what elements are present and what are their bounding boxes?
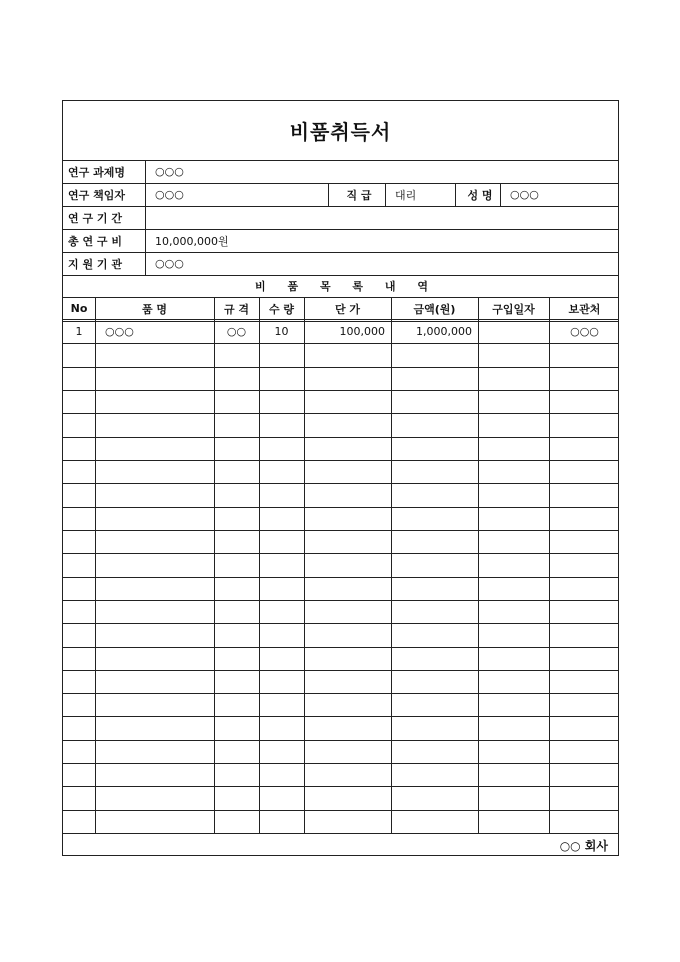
table-cell: 1,000,000 xyxy=(416,325,472,339)
table-row-divider xyxy=(63,693,618,694)
section-title: 비 품 목 록 내 역 xyxy=(255,280,428,293)
table-row-divider xyxy=(63,716,618,717)
total-cost-label: 총 연 구 비 xyxy=(68,234,122,248)
equipment-acquisition-form xyxy=(62,100,619,856)
name-value: ○○○ xyxy=(510,188,539,201)
table-row-divider xyxy=(63,437,618,438)
table-header-cell: 품 명 xyxy=(141,302,168,316)
table-cell: 10 xyxy=(274,325,289,339)
period-label: 연 구 기 간 xyxy=(68,211,122,225)
manager-value: ○○○ xyxy=(155,188,184,201)
table-header-cell: No xyxy=(70,302,88,315)
company-footer: ○○ 회사 xyxy=(559,838,608,853)
table-row-divider xyxy=(63,763,618,764)
table-row-divider xyxy=(63,390,618,391)
table-cell: ○○○ xyxy=(105,325,134,339)
support-org-label: 지 원 기 관 xyxy=(68,257,122,271)
table-header-cell: 수 량 xyxy=(268,302,295,316)
column-divider xyxy=(478,297,479,833)
column-divider xyxy=(549,297,550,833)
table-cell: ○○ xyxy=(226,325,247,339)
table-row-divider xyxy=(63,810,618,811)
project-name-label: 연구 과제명 xyxy=(68,165,125,179)
table-cell: ○○○ xyxy=(570,325,599,339)
total-cost-value: 10,000,000원 xyxy=(155,234,229,248)
table-row-divider xyxy=(63,670,618,671)
table-cell xyxy=(478,320,549,343)
table-header-cell: 보관처 xyxy=(568,302,601,316)
table-cell: 100,000 xyxy=(339,325,385,339)
table-row-divider xyxy=(63,553,618,554)
period-value xyxy=(145,206,620,229)
table-row-divider xyxy=(63,740,618,741)
table-row-divider xyxy=(63,343,618,344)
table-row-divider xyxy=(63,600,618,601)
manager-label: 연구 책임자 xyxy=(68,188,125,202)
table-row-divider xyxy=(63,623,618,624)
table-header-cell: 금액(원) xyxy=(413,302,456,316)
table-row-divider xyxy=(63,507,618,508)
form-title: 비품취득서 xyxy=(289,120,392,144)
column-divider xyxy=(95,297,96,833)
column-divider xyxy=(214,297,215,833)
table-row-divider xyxy=(63,413,618,414)
table-row-divider xyxy=(63,367,618,368)
table-header-cell: 규 격 xyxy=(223,302,250,316)
column-divider xyxy=(259,297,260,833)
position-value: 대리 xyxy=(395,188,417,202)
table-header-cell: 구입일자 xyxy=(492,302,535,316)
table-row-divider xyxy=(63,460,618,461)
table-row-divider xyxy=(63,483,618,484)
table-row-divider xyxy=(63,647,618,648)
table-row-divider xyxy=(63,530,618,531)
table-row-divider xyxy=(63,577,618,578)
table-row-divider xyxy=(63,786,618,787)
column-divider xyxy=(304,297,305,833)
position-label: 직 급 xyxy=(346,188,372,202)
table-cell: 1 xyxy=(75,325,83,339)
support-org-value: ○○○ xyxy=(155,257,184,270)
name-label: 성 명 xyxy=(467,188,493,202)
table-bottom-divider xyxy=(63,833,618,834)
project-name-value: ○○○ xyxy=(155,165,184,178)
column-divider xyxy=(391,297,392,833)
table-header-cell: 단 가 xyxy=(334,302,361,316)
